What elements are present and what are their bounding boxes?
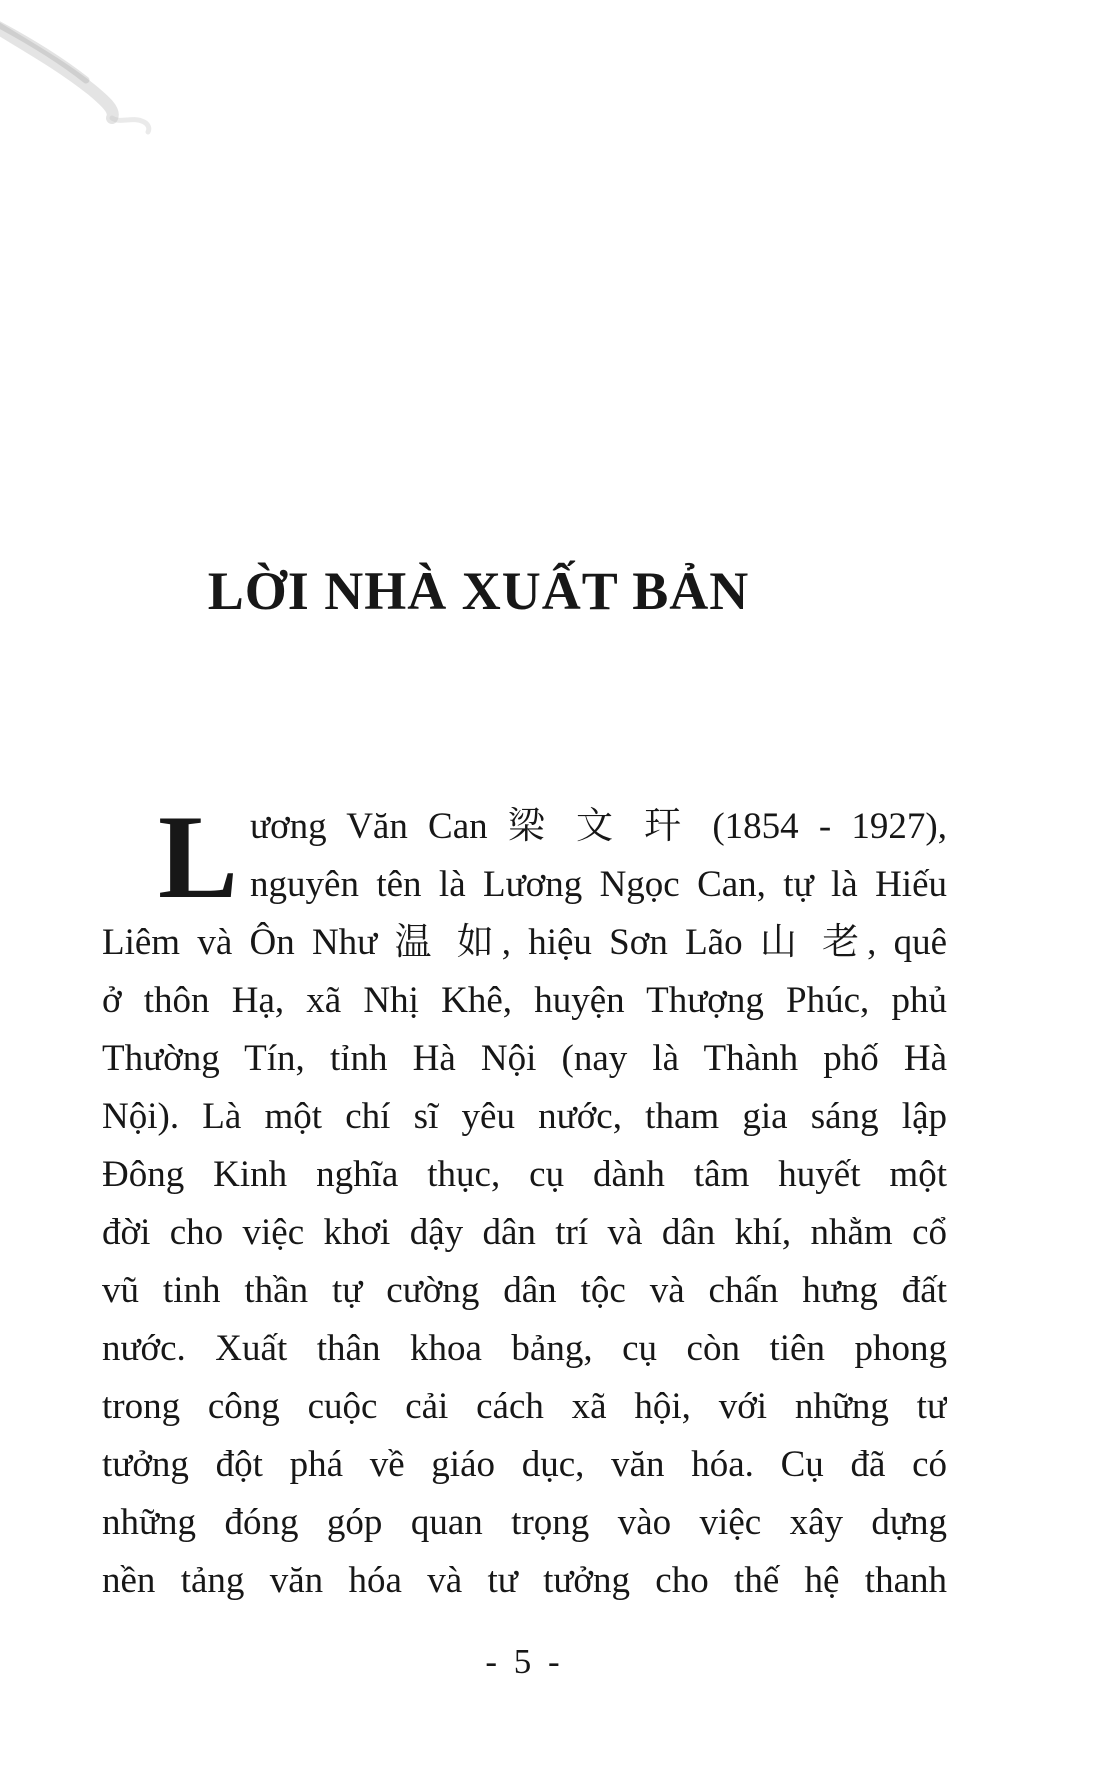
- text-line: đời cho việc khơi dậy dân trí và dân khí, nhằm cổ: [102, 1212, 947, 1253]
- text-line: trong công cuộc cải cách xã hội, với những tư: [102, 1386, 947, 1427]
- paragraph-opening: [158, 790, 947, 923]
- text-line: vũ tinh thần tự cường dân tộc và chấn hưng đất: [102, 1270, 947, 1311]
- dropcap-lines: [250, 798, 947, 914]
- text-line: tưởng đột phá về giáo dục, văn hóa. Cụ đã có: [102, 1444, 947, 1485]
- text-line: Liêm và Ôn Như 温 如, hiệu Sơn Lão 山 老, quê: [102, 922, 947, 963]
- text-line: nền tảng văn hóa và tư tưởng cho thế hệ thanh: [102, 1560, 947, 1601]
- text-line: Thường Tín, tỉnh Hà Nội (nay là Thành phố Hà: [102, 1038, 947, 1079]
- text-line: Đông Kinh nghĩa thục, cụ dành tâm huyết một: [102, 1154, 947, 1195]
- scan-artifact: [0, 0, 190, 150]
- text-line: những đóng góp quan trọng vào việc xây dựng: [102, 1502, 947, 1543]
- page-title: LỜI NHÀ XUẤT BẢN: [207, 561, 750, 621]
- text-line: ở thôn Hạ, xã Nhị Khê, huyện Thượng Phúc, phủ: [102, 980, 947, 1021]
- dropcap-letter: L: [158, 790, 239, 923]
- body-text: [102, 790, 947, 1610]
- text-line: Nội). Là một chí sĩ yêu nước, tham gia sáng lập: [102, 1096, 947, 1137]
- text-line: nước. Xuất thân khoa bảng, cụ còn tiên phong: [102, 1328, 947, 1369]
- text-line: ương Văn Can 梁 文 玕 (1854 - 1927),: [250, 806, 947, 847]
- page-number: - 5 -: [485, 1642, 564, 1681]
- text-line: nguyên tên là Lương Ngọc Can, tự là Hiếu: [250, 864, 947, 905]
